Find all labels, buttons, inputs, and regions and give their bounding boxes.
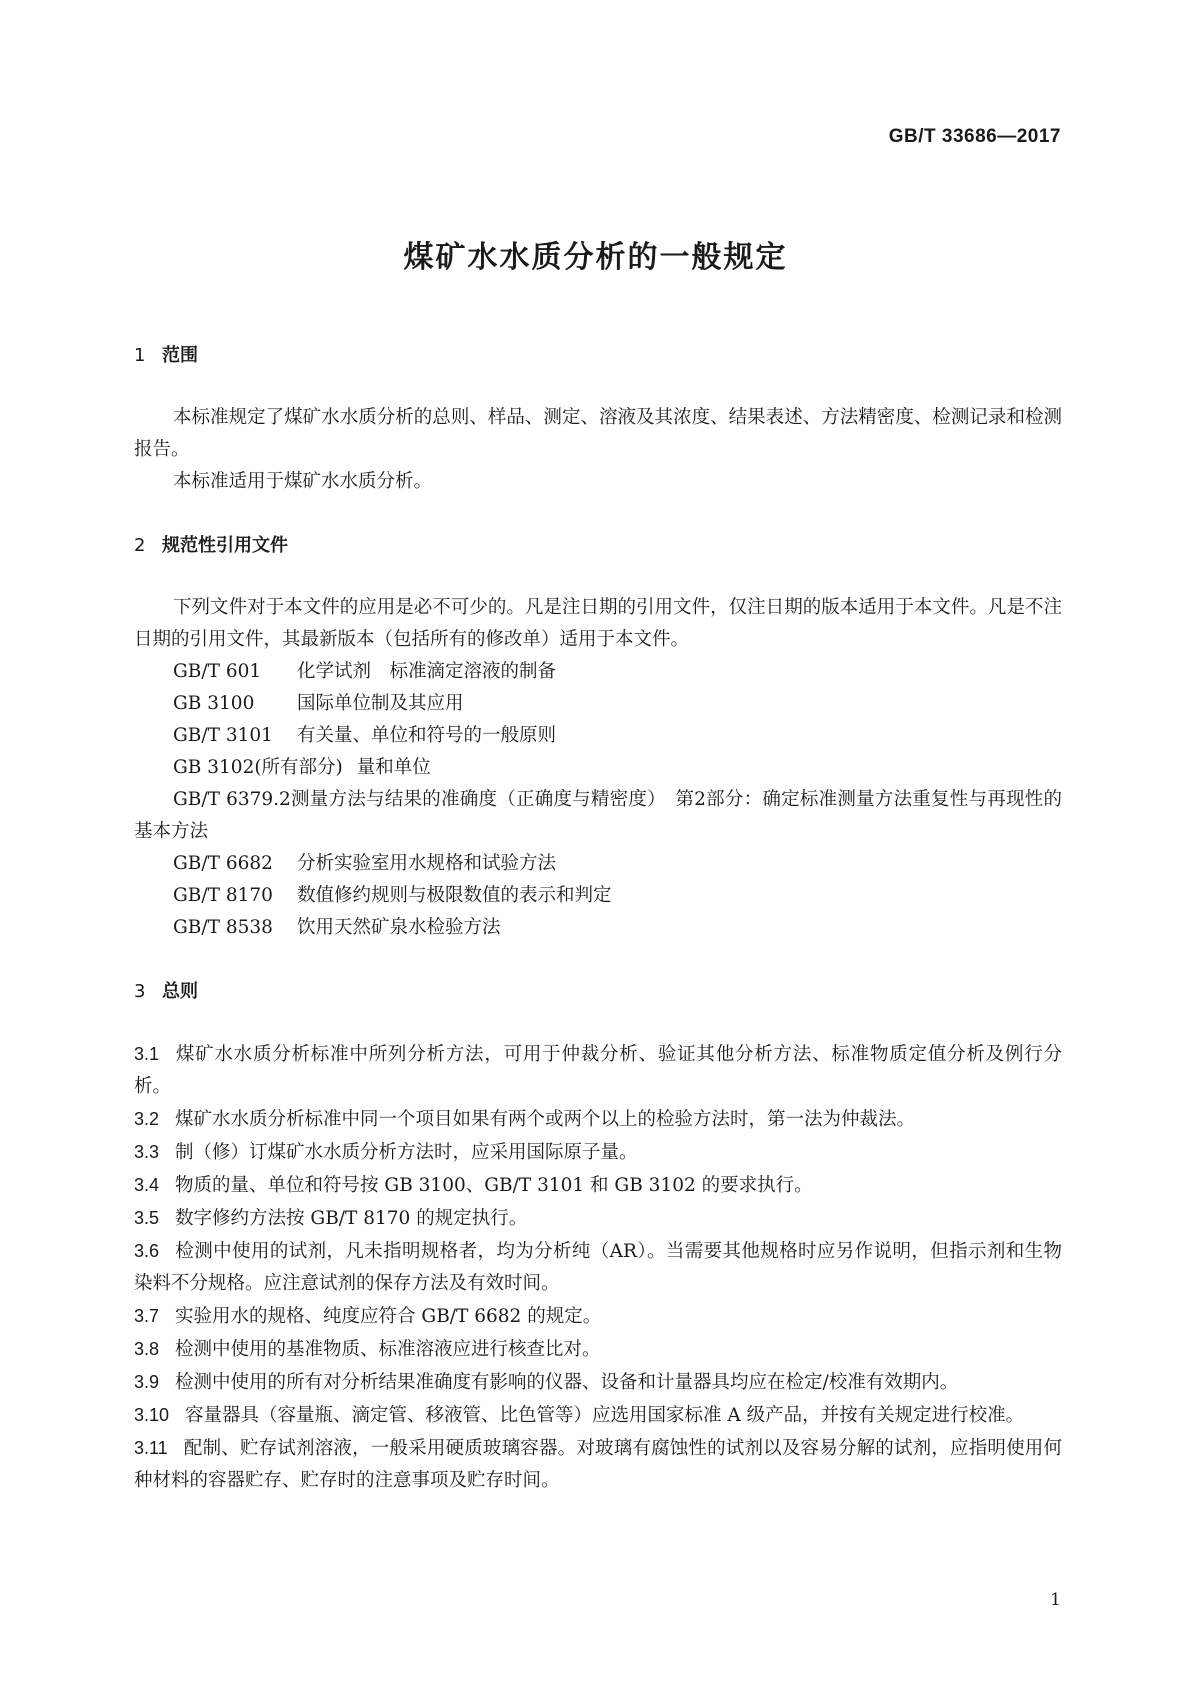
clause-item xyxy=(134,1399,1062,1432)
reference-code: GB/T 8538 xyxy=(173,917,273,938)
scope-paragraph: 本标准适用于煤矿水水质分析。 xyxy=(173,471,433,492)
reference-title: 饮用天然矿泉水检验方法 xyxy=(297,917,501,938)
clause-text: 容量器具（容量瓶、滴定管、移液管、比色管等）应选用国家标准 A 级产品，并按有关规定进行校准。 xyxy=(185,1405,1025,1426)
clause-text: 配制、贮存试剂溶液，一般采用硬质玻璃容器。对玻璃有腐蚀性的试剂以及容易分解的试剂，应指明使用何种材料的容器贮存、贮存时的注意事项及贮存时间。 xyxy=(134,1438,1062,1491)
clause-item xyxy=(134,1300,1062,1333)
section-number: 2 xyxy=(134,535,146,556)
references-intro: 下列文件对于本文件的应用是必不可少的。凡是注日期的引用文件，仅注日期的版本适用于本文件。凡是不注日期的引用文件，其最新版本（包括所有的修改单）适用于本文件。 xyxy=(134,597,1062,650)
reference-item xyxy=(134,880,1062,912)
reference-code: GB/T 6379.2 xyxy=(173,789,291,810)
reference-code: GB 3102(所有部分) xyxy=(173,757,343,778)
clause-text: 检测中使用的试剂，凡未指明规格者，均为分析纯（AR）。当需要其他规格时应另作说明，但指示剂和生物染料不分规格。应注意试剂的保存方法及有效时间。 xyxy=(134,1241,1062,1294)
clause-number: 3.8 xyxy=(134,1339,160,1359)
clause-item xyxy=(134,1333,1062,1366)
clause-text: 煤矿水水质分析标准中同一个项目如果有两个或两个以上的检验方法时，第一法为仲裁法。 xyxy=(175,1109,916,1130)
clause-item xyxy=(134,1169,1062,1202)
reference-code: GB/T 3101 xyxy=(173,725,273,746)
section-title: 总则 xyxy=(162,981,198,1002)
document-body xyxy=(134,340,1062,1497)
clause-number: 3.9 xyxy=(134,1372,160,1392)
clause-text: 煤矿水水质分析标准中所列分析方法，可用于仲裁分析、验证其他分析方法、标准物质定值分析及例行分析。 xyxy=(134,1044,1062,1097)
clause-item xyxy=(134,1103,1062,1136)
clause-number: 3.3 xyxy=(134,1142,160,1162)
clause-item xyxy=(134,1202,1062,1235)
reference-title: 量和单位 xyxy=(356,757,431,778)
section-heading-scope xyxy=(134,340,1062,372)
reference-item xyxy=(134,912,1062,944)
clause-number: 3.5 xyxy=(134,1208,160,1228)
clause-text: 物质的量、单位和符号按 GB 3100、GB/T 3101 和 GB 3102 的要求执行。 xyxy=(175,1175,813,1196)
clause-number: 3.4 xyxy=(134,1175,160,1195)
clause-text: 实验用水的规格、纯度应符合 GB/T 6682 的规定。 xyxy=(175,1306,602,1327)
section-number: 1 xyxy=(134,345,146,366)
clause-text: 数字修约方法按 GB/T 8170 的规定执行。 xyxy=(175,1208,528,1229)
reference-title: 有关量、单位和符号的一般原则 xyxy=(297,725,557,746)
reference-item xyxy=(134,656,1062,688)
clause-number: 3.2 xyxy=(134,1109,160,1129)
scope-paragraph: 本标准规定了煤矿水水质分析的总则、样品、测定、溶液及其浓度、结果表述、方法精密度、检测记录和检测报告。 xyxy=(134,407,1062,460)
reference-code: GB/T 6682 xyxy=(173,853,273,874)
standard-code: GB/T 33686—2017 xyxy=(888,126,1061,147)
reference-title: 化学试剂 标准滴定溶液的制备 xyxy=(297,661,557,682)
clause-number: 3.10 xyxy=(134,1405,170,1425)
clause-number: 3.7 xyxy=(134,1306,160,1326)
reference-code: GB/T 8170 xyxy=(173,885,273,906)
clause-number: 3.6 xyxy=(134,1241,160,1261)
clause-item xyxy=(134,1038,1062,1103)
reference-item xyxy=(134,688,1062,720)
clause-number: 3.1 xyxy=(134,1044,160,1064)
clause-number: 3.11 xyxy=(134,1438,168,1458)
section-number: 3 xyxy=(134,981,146,1002)
reference-title: 分析实验室用水规格和试验方法 xyxy=(297,853,557,874)
page-number: 1 xyxy=(1050,1590,1061,1610)
section-heading-general xyxy=(134,976,1062,1008)
section-title: 规范性引用文件 xyxy=(162,535,288,556)
reference-item xyxy=(134,720,1062,752)
document-title: 煤矿水水质分析的一般规定 xyxy=(403,240,788,275)
clause-item xyxy=(134,1136,1062,1169)
section-title: 范围 xyxy=(162,345,198,366)
reference-title: 数值修约规则与极限数值的表示和判定 xyxy=(297,885,612,906)
reference-title: 国际单位制及其应用 xyxy=(297,693,464,714)
clause-item xyxy=(134,1366,1062,1399)
reference-code: GB/T 601 xyxy=(173,661,262,682)
clause-item xyxy=(134,1432,1062,1497)
reference-title: 测量方法与结果的准确度（正确度与精密度） 第2部分：确定标准测量方法重复性与再现性的基本方法 xyxy=(134,789,1063,842)
reference-item xyxy=(134,848,1062,880)
clause-text: 检测中使用的所有对分析结果准确度有影响的仪器、设备和计量器具均应在检定/校准有效期内。 xyxy=(175,1372,959,1393)
clause-text: 检测中使用的基准物质、标准溶液应进行核查比对。 xyxy=(175,1339,601,1360)
clause-item xyxy=(134,1235,1062,1300)
reference-item xyxy=(134,784,1062,848)
clause-text: 制（修）订煤矿水水质分析方法时，应采用国际原子量。 xyxy=(175,1142,638,1163)
section-heading-normative-references xyxy=(134,530,1062,562)
reference-code: GB 3100 xyxy=(173,693,255,714)
reference-item xyxy=(134,752,1062,784)
